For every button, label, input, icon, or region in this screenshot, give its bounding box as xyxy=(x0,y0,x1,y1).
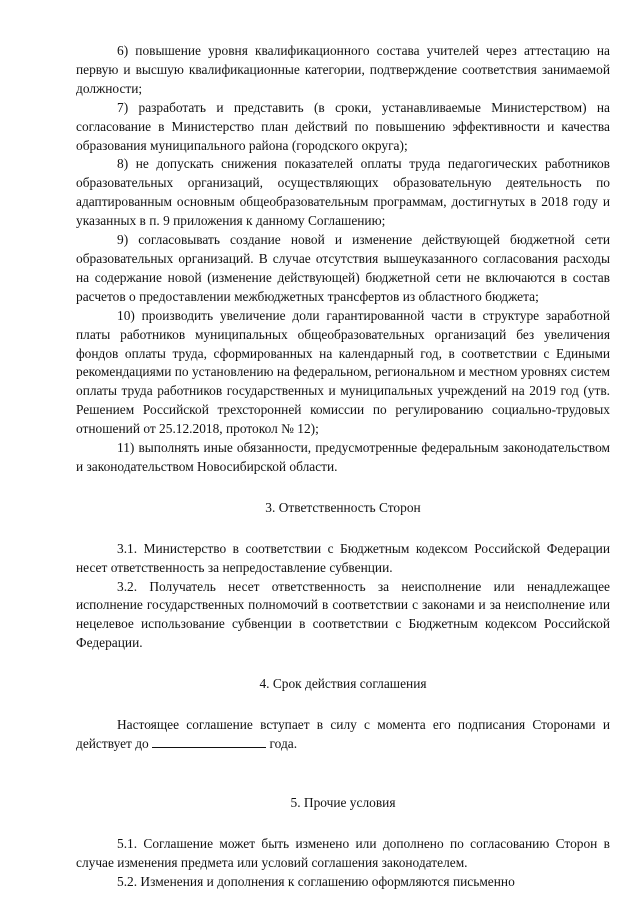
obligation-item-8: 8) не допускать снижения показателей оплаты труда педагогических работников образовательных организаций, осуществляющих образовательную деятельность по адаптированным основным общеобразовательным программам, достигнутых в 2018 году и указанных в п. 9 приложения к данному Соглашению; xyxy=(76,156,610,229)
term-text-end: года. xyxy=(269,736,298,751)
obligation-item-11: 11) выполнять иные обязанности, предусмотренные федеральным законодательством и законодательством Новосибирской области. xyxy=(76,440,610,474)
spacer xyxy=(76,653,610,675)
other-item-5-2: 5.2. Изменения и дополнения к соглашению оформляются письменно xyxy=(117,873,515,889)
other-item-5-1: 5.1. Соглашение может быть изменено или дополнено по согласованию Сторон в случае изменения предмета или условий соглашения законодателем. xyxy=(76,835,610,870)
obligation-item-6: 6) повышение уровня квалификационного состава учителей через аттестацию на первую и высшую квалификационные категории, подтверждение соответствия занимаемой должности; xyxy=(76,43,610,96)
spacer xyxy=(76,477,610,499)
spacer xyxy=(76,754,610,794)
term-text: Настоящее соглашение вступает в силу с момента его подписания Сторонами и действует до xyxy=(76,717,610,751)
spacer xyxy=(76,694,610,716)
section-3-heading: 3. Ответственность Сторон xyxy=(265,499,421,515)
term-paragraph xyxy=(76,716,610,754)
document-page xyxy=(76,42,610,892)
responsibility-item-3-1: 3.1. Министерство в соответствии с Бюджетным кодексом Российской Федерации несет ответственность за непредоставление субвенции. xyxy=(76,540,610,575)
responsibility-item-3-2: 3.2. Получатель несет ответственность за неисполнение или ненадлежащее исполнение государственных полномочий в соответствии с законами и за неисполнение или нецелевое использование субвенции в соответствии с Бюджетным кодексом Российской Федерации. xyxy=(76,578,610,651)
date-blank xyxy=(152,735,266,748)
obligation-item-7: 7) разработать и представить (в сроки, устанавливаемые Министерством) на согласование в Министерство план действий по повышению эффективности и качества образования муниципального района (городского округа); xyxy=(76,99,610,153)
spacer xyxy=(76,518,610,540)
spacer xyxy=(76,813,610,835)
obligation-item-9: 9) согласовывать создание новой и изменение действующей бюджетной сети образовательных организаций. В случае отсутствия вышеуказанного согласования расходы на содержание новой (изменение действующей) бюджетной сети не включаются в состав расчетов о предоставлении межбюджетных трансфертов из областного бюджета; xyxy=(76,232,610,304)
section-4-heading: 4. Срок действия соглашения xyxy=(259,676,427,692)
section-5-heading: 5. Прочие условия xyxy=(290,794,396,810)
obligation-item-10: 10) производить увеличение доли гарантированной части в структуре заработной платы работников муниципальных общеобразовательных организаций без увеличения фондов оплаты труда, сформированных на календарный год, в соответствии с Едиными рекомендациями по установлению на федеральном, региональном и местном уровнях систем оплаты труда работников государственных и муниципальных учреждений на 2019 год (утв. Решением Российской трехсторонней комиссии по регулированию социально-трудовых отношений от 25.12.2018, протокол № 12); xyxy=(76,307,610,437)
